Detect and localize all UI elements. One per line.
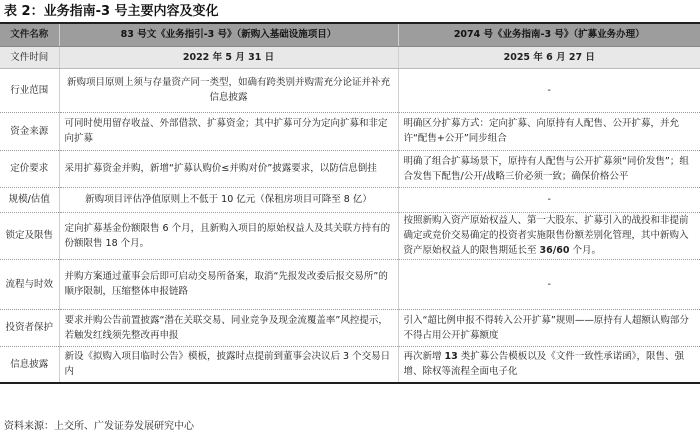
comparison-table: [0, 24, 700, 384]
table-row: [0, 112, 700, 150]
row-col2-text: 按照新购入资产原始权益人、第一大股东、扩募引入的战投和非提前确定或竞价交易确定的投资者实施限售份额差别化管理，其中新购入资产原始权益人的限售期延长至: [403, 215, 689, 256]
row-col1: 新设《拟购入项目临时公告》模板，披露时点提前到董事会决议后 3 个交易日内: [59, 346, 398, 383]
row-label: 流程与时效: [0, 259, 59, 309]
row-col2: -: [398, 187, 700, 212]
row-col2-text-end: 个月。: [569, 245, 601, 256]
table-title: 表 2：业务指南-3 号主要内容及变化: [4, 4, 219, 19]
row-label: 行业范围: [0, 68, 59, 112]
template-count-value: 13: [444, 351, 458, 363]
row-col2-text: 再次新增: [403, 351, 445, 363]
header-col1: 83 号文《业务指引-3 号》（新购入基础设施项目）: [59, 24, 398, 46]
row-col2: 引入“超比例申报不得转入公开扩募”规则——原持有人超额认购部分不得占用公开扩募额度: [398, 309, 700, 346]
table-row: [0, 150, 700, 187]
table-row: [0, 212, 700, 259]
date-col1: 2022 年 5 月 31 日: [59, 46, 398, 68]
row-col1: 新购项目原则上须与存量资产同一类型，如确有跨类别并购需充分论证并补充信息披露: [59, 68, 398, 112]
table-row: [0, 309, 700, 346]
header-col2: 2074 号《业务指南-3 号》（扩募业务办理）: [398, 24, 700, 46]
row-col2: -: [398, 259, 700, 309]
row-col1: 新购项目评估净值原则上不低于 10 亿元（保租房项目可降至 8 亿）: [59, 187, 398, 212]
header-col0: 文件名称: [0, 24, 59, 46]
lockup-period-value: 36/60: [539, 245, 570, 256]
row-label: 信息披露: [0, 346, 59, 383]
row-label: 投资者保护: [0, 309, 59, 346]
row-col2: -: [398, 68, 700, 112]
row-col2: 明确了组合扩募场景下，原持有人配售与公开扩募须“同价发售”；组合发售下配售/公开/战略三价必须一致；确保价格公平: [398, 150, 700, 187]
row-col2: 明确区分扩募方式：定向扩募、向原持有人配售、公开扩募，并允许“配售+公开”同步组合: [398, 112, 700, 150]
row-col1: 并购方案通过董事会后即可启动交易所备案，取消“先报发改委后报交易所”的顺序限制，压缩整体申报链路: [59, 259, 398, 309]
row-col2-text-end: 类扩募公告模板以及《文件一致性承诺函》，限售、强增、除权等流程全面电子化: [403, 351, 685, 378]
date-row: [0, 46, 700, 68]
table-row: [0, 68, 700, 112]
date-col2: 2025 年 6 月 27 日: [398, 46, 700, 68]
row-label: 规模/估值: [0, 187, 59, 212]
table-row: [0, 346, 700, 383]
row-label: 定价要求: [0, 150, 59, 187]
row-col1: 采用扩募资金并购，新增“扩募认购价≤并购对价”披露要求，以防信息倒挂: [59, 150, 398, 187]
header-row: [0, 24, 700, 46]
row-col1: 要求并购公告前置披露“潜在关联交易、同业竞争及现金流覆盖率”风控提示，若触发红线须先整改再申报: [59, 309, 398, 346]
table-row: [0, 187, 700, 212]
row-label: 锁定及限售: [0, 212, 59, 259]
source-note: 资料来源：上交所、广发证券发展研究中心: [4, 421, 194, 432]
table-row: [0, 259, 700, 309]
row-label: 资金来源: [0, 112, 59, 150]
row-col1: 可同时使用留存收益、外部借款、扩募资金；其中扩募可分为定向扩募和非定向扩募: [59, 112, 398, 150]
row-col2: [398, 212, 700, 259]
date-label: 文件时间: [0, 46, 59, 68]
row-col2: [398, 346, 700, 383]
row-col1: 定向扩募基金份额限售 6 个月，且新购入项目的原始权益人及其关联方持有的份额限售 18 个月。: [59, 212, 398, 259]
